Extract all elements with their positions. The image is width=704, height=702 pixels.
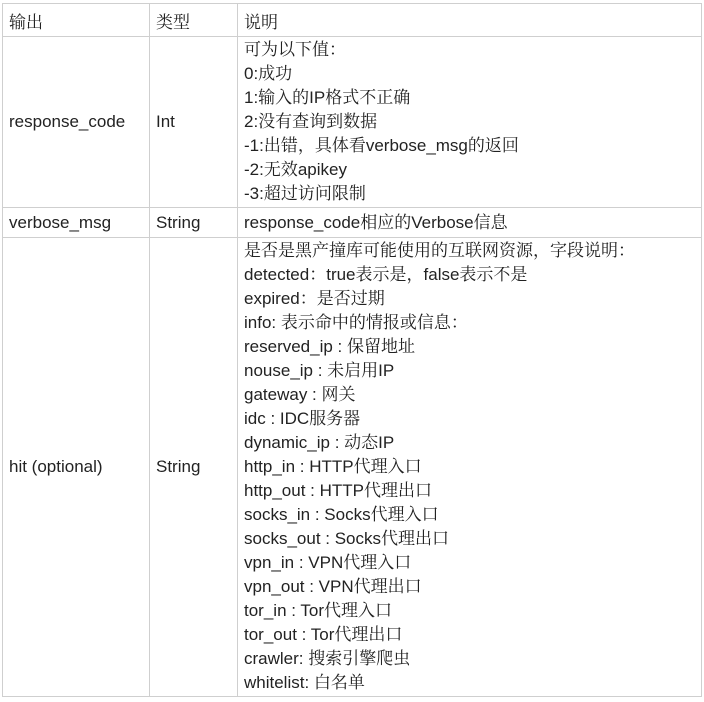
description-line: detected：true表示是，false表示不是 — [244, 265, 528, 284]
table-row — [3, 238, 702, 697]
description-line: response_code相应的Verbose信息 — [244, 212, 508, 232]
description-line: -3:超过访问限制 — [244, 184, 366, 203]
description-line: info: 表示命中的情报或信息： — [244, 313, 468, 332]
description-line: 可为以下值： — [244, 40, 346, 59]
description-line: socks_in : Socks代理入口 — [244, 505, 439, 524]
header-output: 输出 — [3, 4, 150, 37]
field-description — [238, 238, 702, 697]
field-type: Int — [150, 37, 238, 208]
description-line: 0:成功 — [244, 64, 293, 83]
description-line: tor_in : Tor代理入口 — [244, 601, 393, 620]
description-line: http_out : HTTP代理出口 — [244, 481, 432, 500]
description-line: reserved_ip : 保留地址 — [244, 337, 415, 356]
description-line: 1:输入的IP格式不正确 — [244, 88, 411, 107]
description-line: idc : IDC服务器 — [244, 409, 361, 428]
field-name: hit (optional) — [3, 238, 150, 697]
field-type: String — [150, 208, 238, 238]
table-row — [3, 37, 702, 208]
description-line: 2:没有查询到数据 — [244, 112, 378, 131]
description-line: http_in : HTTP代理入口 — [244, 457, 422, 476]
api-output-table — [2, 3, 702, 697]
description-line: expired：是否过期 — [244, 289, 385, 308]
header-description: 说明 — [238, 4, 702, 37]
api-output-table-container — [2, 3, 702, 697]
description-line: dynamic_ip : 动态IP — [244, 433, 395, 452]
field-type: String — [150, 238, 238, 697]
description-line: -1:出错，具体看verbose_msg的返回 — [244, 136, 519, 155]
description-line: 是否是黑产撞库可能使用的互联网资源，字段说明： — [244, 241, 635, 260]
description-line: -2:无效apikey — [244, 160, 347, 179]
description-line: crawler: 搜索引擎爬虫 — [244, 649, 411, 668]
header-row — [3, 4, 702, 37]
description-line: whitelist: 白名单 — [244, 673, 365, 692]
description-line: nouse_ip : 未启用IP — [244, 361, 395, 380]
field-name: response_code — [3, 37, 150, 208]
header-type: 类型 — [150, 4, 238, 37]
description-line: vpn_in : VPN代理入口 — [244, 553, 412, 572]
field-description — [238, 37, 702, 208]
description-line: gateway : 网关 — [244, 385, 356, 404]
field-name: verbose_msg — [3, 208, 150, 238]
field-description — [238, 208, 702, 238]
description-line: tor_out : Tor代理出口 — [244, 625, 403, 644]
description-line: vpn_out : VPN代理出口 — [244, 577, 422, 596]
table-row — [3, 208, 702, 238]
description-line: socks_out : Socks代理出口 — [244, 529, 450, 548]
